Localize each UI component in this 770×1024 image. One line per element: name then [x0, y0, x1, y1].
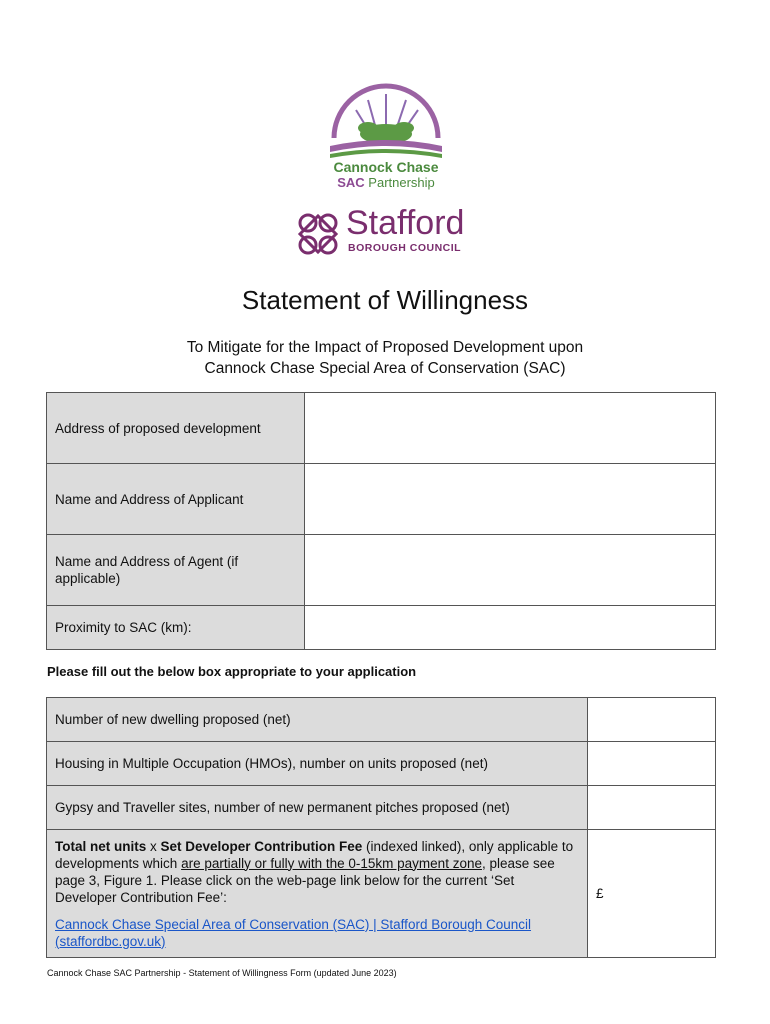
total-net-units: Total net units: [55, 838, 147, 854]
gypsy-traveller-label: Gypsy and Traveller sites, number of new permanent pitches proposed (net): [47, 786, 588, 830]
set-fee-text: Set Developer Contribution Fee: [160, 838, 363, 854]
stafford-knot-icon: [292, 209, 344, 259]
total-fee-field[interactable]: £: [588, 830, 716, 958]
hmo-label: Housing in Multiple Occupation (HMOs), number on units proposed (net): [47, 742, 588, 786]
agent-field[interactable]: [305, 535, 716, 606]
hmo-field[interactable]: [588, 742, 716, 786]
dwellings-label: Number of new dwelling proposed (net): [47, 698, 588, 742]
multiply-text: x: [146, 838, 161, 854]
units-table: [46, 697, 716, 958]
proximity-label: Proximity to SAC (km):: [47, 606, 305, 650]
proximity-field[interactable]: [305, 606, 716, 650]
sac-logo-sac: SAC: [337, 175, 365, 190]
total-units-description: [55, 838, 579, 906]
table-row: [47, 698, 716, 742]
address-field[interactable]: [305, 393, 716, 464]
applicant-label: Name and Address of Applicant: [47, 464, 305, 535]
subtitle-line1: To Mitigate for the Impact of Proposed Development upon: [186, 339, 584, 356]
table-row: [47, 742, 716, 786]
applicant-field[interactable]: [305, 464, 716, 535]
table-row: [47, 464, 716, 535]
table-row: [47, 606, 716, 650]
total-text2: , please see page 3, Figure 1. Please click on the web-page link below for the current ‘Set Developer Contribution Fee’:: [55, 855, 555, 905]
page-footer: Cannock Chase SAC Partnership - Statement of Willingness Form (updated June 2023): [47, 968, 397, 978]
agent-label: Name and Address of Agent (if applicable): [47, 535, 305, 606]
sac-logo-partnership: Partnership: [368, 175, 435, 190]
details-table: [46, 392, 716, 650]
council-subtitle: BOROUGH COUNCIL: [348, 242, 462, 254]
page-title: Statement of Willingness: [241, 285, 529, 315]
table-row: [47, 535, 716, 606]
dwellings-field[interactable]: [588, 698, 716, 742]
page-subtitle: [0, 337, 770, 379]
payment-zone-text: are partially or fully with the 0-15km payment zone: [181, 855, 482, 871]
council-name: Stafford: [346, 204, 465, 242]
address-label: Address of proposed development: [47, 393, 305, 464]
subtitle-line2: Cannock Chase Special Area of Conservation (SAC): [204, 360, 566, 377]
sac-logo-line1: Cannock Chase: [333, 159, 439, 175]
table-row: [47, 830, 716, 958]
section-instruction: Please fill out the below box appropriate to your application: [47, 664, 417, 679]
sac-logo-line2: [316, 175, 456, 190]
total-text1: (indexed linked), only applicable to developments which: [55, 838, 574, 871]
table-row: [47, 786, 716, 830]
table-row: [47, 393, 716, 464]
sac-webpage-link[interactable]: Cannock Chase Special Area of Conservation (SAC) | Stafford Borough Council (staffordbc.gov.uk): [55, 916, 532, 949]
gypsy-traveller-field[interactable]: [588, 786, 716, 830]
total-units-label: [47, 830, 588, 958]
